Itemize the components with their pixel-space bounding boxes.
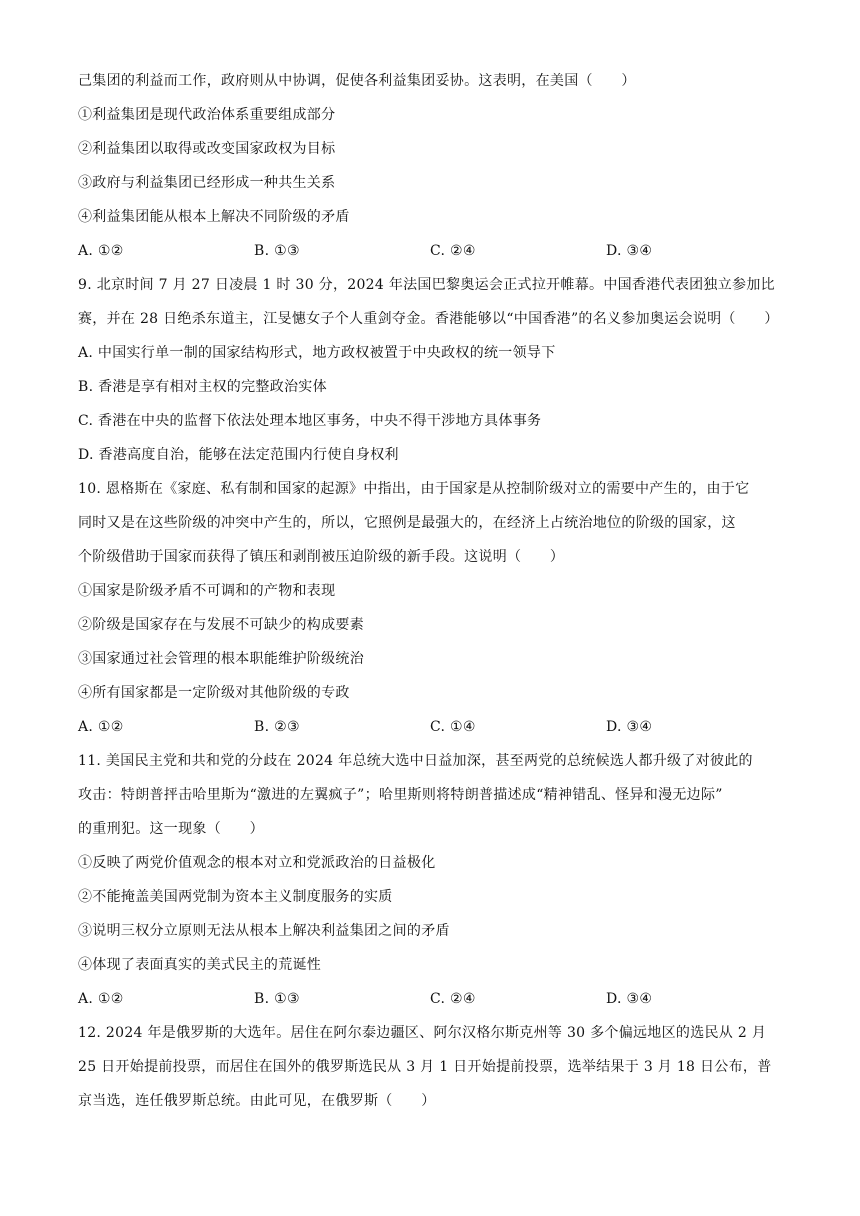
q11-stem-line-1: 11. 美国民主党和共和党的分歧在 2024 年总统大选中日益加深，甚至两党的总统候选人都升级了对彼此的 <box>78 753 753 769</box>
q10-options <box>78 710 790 744</box>
q10-option-b: B. ②③ <box>254 719 300 735</box>
q11-option-a: A. ①② <box>78 991 124 1007</box>
q8-stem-tail: 己集团的利益而工作，政府则从中协调，促使各利益集团妥协。这表明，在美国（ ） <box>78 73 636 89</box>
q9-option-b: B. 香港是享有相对主权的完整政治实体 <box>78 379 327 395</box>
q11-option-b: B. ①③ <box>254 991 300 1007</box>
q10-option-a: A. ①② <box>78 719 124 735</box>
q9-stem-line-1: 9. 北京时间 7 月 27 日凌晨 1 时 30 分，2024 年法国巴黎奥运会正式拉开帷幕。中国香港代表团独立参加比 <box>78 277 775 293</box>
q12-stem-line-1: 12. 2024 年是俄罗斯的大选年。居住在阿尔泰边疆区、阿尔汉格尔斯克州等 30 多个偏远地区的选民从 2 月 <box>78 1025 767 1041</box>
q11-statement-1: ①反映了两党价值观念的根本对立和党派政治的日益极化 <box>78 855 436 871</box>
q9-stem-line-2: 赛，并在 28 日绝杀东道主，江旻憓女子个人重剑夺金。香港能够以“中国香港”的名义参加奥运会说明（ ） <box>78 311 779 327</box>
q8-option-d: D. ③④ <box>606 243 653 259</box>
q12-stem-line-2: 25 日开始提前投票，而居住在国外的俄罗斯选民从 3 月 1 日开始提前投票，选举结果于 3 月 18 日公布，普 <box>78 1059 772 1075</box>
q8-option-b: B. ①③ <box>254 243 300 259</box>
q9-option-d: D. 香港高度自治，能够在法定范围内行使自身权利 <box>78 447 399 463</box>
q11-option-c: C. ②④ <box>430 991 476 1007</box>
q12-stem-line-3: 京当选，连任俄罗斯总统。由此可见，在俄罗斯（ ） <box>78 1093 436 1109</box>
q10-statement-1: ①国家是阶级矛盾不可调和的产物和表现 <box>78 583 336 599</box>
q8-statement-1: ①利益集团是现代政治体系重要组成部分 <box>78 107 336 123</box>
document-page <box>78 64 790 1118</box>
q11-statement-4: ④体现了表面真实的美式民主的荒诞性 <box>78 957 322 973</box>
q10-option-d: D. ③④ <box>606 719 653 735</box>
q11-statement-3: ③说明三权分立原则无法从根本上解决利益集团之间的矛盾 <box>78 923 450 939</box>
q10-stem-line-2: 同时又是在这些阶级的冲突中产生的，所以，它照例是最强大的，在经济上占统治地位的阶级的国家，这 <box>78 515 736 531</box>
q9-option-c: C. 香港在中央的监督下依法处理本地区事务，中央不得干涉地方具体事务 <box>78 413 542 429</box>
q10-option-c: C. ①④ <box>430 719 476 735</box>
q11-stem-line-3: 的重刑犯。这一现象（ ） <box>78 821 264 837</box>
q10-statement-4: ④所有国家都是一定阶级对其他阶级的专政 <box>78 685 350 701</box>
q10-statement-2: ②阶级是国家存在与发展不可缺少的构成要素 <box>78 617 364 633</box>
q10-stem-line-1: 10. 恩格斯在《家庭、私有制和国家的起源》中指出，由于国家是从控制阶级对立的需要中产生的，由于它 <box>78 481 750 497</box>
q11-option-d: D. ③④ <box>606 991 653 1007</box>
q8-option-c: C. ②④ <box>430 243 476 259</box>
q8-statement-3: ③政府与利益集团已经形成一种共生关系 <box>78 175 336 191</box>
q8-statement-4: ④利益集团能从根本上解决不同阶级的矛盾 <box>78 209 350 225</box>
q10-stem-line-3: 个阶级借助于国家而获得了镇压和剥削被压迫阶级的新手段。这说明（ ） <box>78 549 565 565</box>
q9-option-a: A. 中国实行单一制的国家结构形式，地方政权被置于中央政权的统一领导下 <box>78 345 556 361</box>
q8-option-a: A. ①② <box>78 243 124 259</box>
q8-statement-2: ②利益集团以取得或改变国家政权为目标 <box>78 141 336 157</box>
q10-statement-3: ③国家通过社会管理的根本职能维护阶级统治 <box>78 651 364 667</box>
q11-stem-line-2: 攻击：特朗普抨击哈里斯为“激进的左翼疯子”；哈里斯则将特朗普描述成“精神错乱、怪异和漫无边际” <box>78 787 723 803</box>
q11-statement-2: ②不能掩盖美国两党制为资本主义制度服务的实质 <box>78 889 393 905</box>
q11-options <box>78 982 790 1016</box>
q8-options <box>78 234 790 268</box>
